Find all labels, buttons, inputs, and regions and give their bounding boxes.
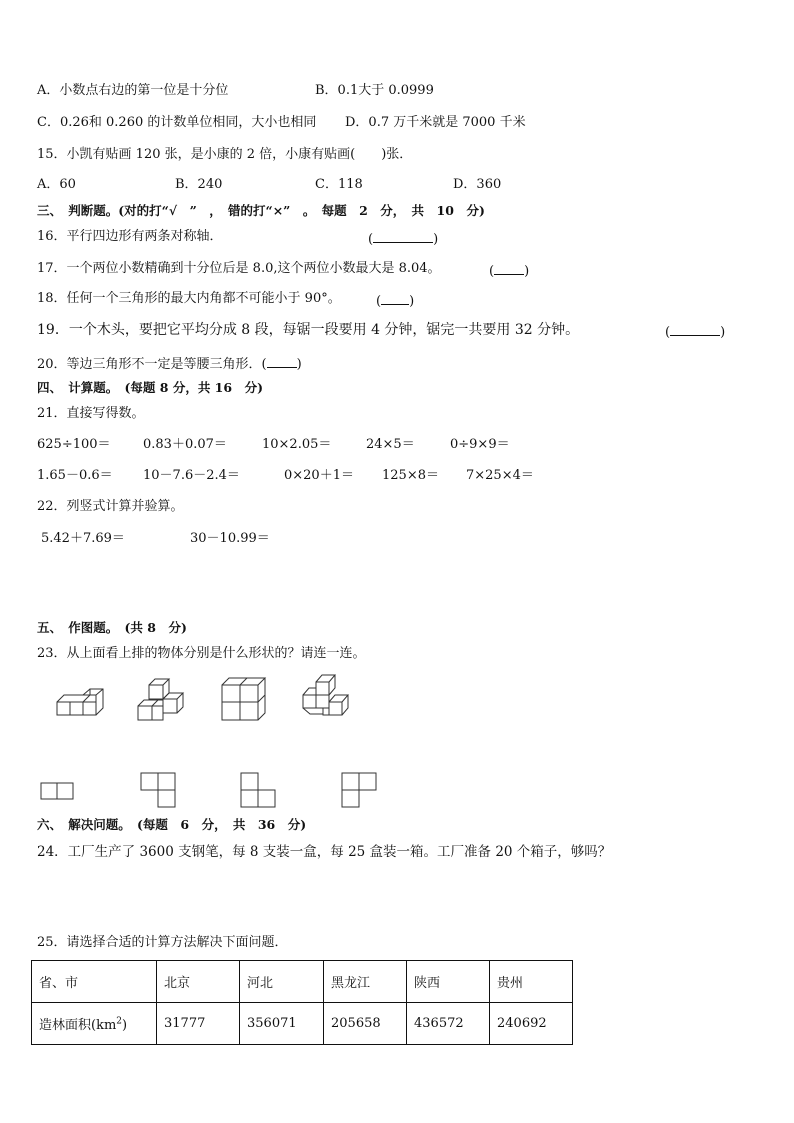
table-cell: 436572	[407, 1003, 490, 1045]
q19-stem: 19．一个木头，要把它平均分成 8 段，每锯一段要用 4 分钟，锯完一共要用 32 分钟。	[37, 322, 580, 338]
paren-open: (	[368, 232, 374, 247]
cube-object-2-figure[interactable]	[135, 676, 190, 726]
q23-stem: 23．从上面看上排的物体分别是什么形状的？请连一连。	[37, 646, 366, 661]
q17-answer-blank[interactable]	[489, 260, 529, 281]
q22-item: 30－10.99＝	[190, 531, 270, 546]
q25-stem: 25．请选择合适的计算方法解决下面问题．	[37, 935, 288, 950]
section-4-title: 四、 计算题。 (每题 8 分，共 16 分)	[37, 380, 263, 395]
q15-option-b: B．240	[175, 177, 223, 192]
blank-line	[373, 228, 433, 243]
q19-answer-blank[interactable]	[665, 321, 725, 342]
paren-open: (	[376, 294, 382, 309]
q15-option-c: C．118	[315, 177, 363, 192]
cube-object-1-figure[interactable]	[56, 688, 106, 724]
paren-open: (	[489, 264, 495, 279]
table-cell: 205658	[324, 1003, 407, 1045]
q14-option-d: D．0.7 万千米就是 7000 千米	[345, 115, 526, 130]
q16-stem: 16．平行四边形有两条对称轴．	[37, 229, 223, 244]
table-cell: 240692	[490, 1003, 573, 1045]
row-label-close: )	[122, 1018, 128, 1033]
paren-close: )	[524, 264, 530, 279]
top-view-shape-2[interactable]	[140, 772, 178, 810]
q21-item: 10－7.6－2.4＝	[143, 468, 240, 483]
q21-item: 125×8＝	[382, 468, 439, 483]
q21-item: 7×25×4＝	[466, 468, 534, 483]
top-view-shape-3[interactable]	[240, 772, 278, 810]
table-header-cell: 黑龙江	[324, 961, 407, 1003]
q15-option-d: D．360	[453, 177, 502, 192]
q14-option-a: A．小数点右边的第一位是十分位	[37, 83, 229, 98]
q24-stem: 24．工厂生产了 3600 支钢笔，每 8 支装一盒，每 25 盒装一箱。工厂准备 20 个箱子，够吗？	[37, 844, 612, 860]
q22-stem: 22．列竖式计算并验算。	[37, 499, 184, 514]
q14-option-b: B．0.1大于 0.0999	[315, 83, 434, 98]
paren-close: )	[433, 232, 439, 247]
table-header-cell: 省、市	[32, 961, 157, 1003]
q21-item: 625÷100＝	[37, 437, 111, 452]
q18-answer-blank[interactable]	[376, 290, 414, 311]
table-header-cell: 北京	[157, 961, 240, 1003]
section-6-title: 六、 解决问题。 (每题 6 分， 共 36 分)	[37, 817, 307, 832]
paren-close: )	[296, 357, 302, 372]
table-cell: 356071	[240, 1003, 324, 1045]
q15-option-a: A．60	[37, 177, 76, 192]
q20-answer-blank[interactable]	[267, 353, 297, 368]
q21-item: 24×5＝	[366, 437, 415, 452]
row-label-text: 造林面积(km	[39, 1018, 117, 1033]
paren-open: (	[665, 325, 671, 340]
q20-row	[37, 353, 302, 374]
paren-close: )	[409, 294, 415, 309]
table-header-cell: 陕西	[407, 961, 490, 1003]
cube-object-4-figure[interactable]	[300, 670, 356, 726]
q16-answer-blank[interactable]	[368, 228, 438, 249]
row-label-superscript: 2	[116, 1016, 123, 1027]
q21-item: 10×2.05＝	[262, 437, 332, 452]
section-3-title: 三、 判断题。(对的打“√ ” ， 错的打“×” 。 每题 2 分， 共 10 分)	[37, 203, 485, 218]
q22-item: 5.42＋7.69＝	[41, 531, 125, 546]
q21-item: 0.83＋0.07＝	[143, 437, 227, 452]
table-header-row	[32, 961, 573, 1003]
top-view-shape-1[interactable]	[40, 782, 76, 802]
paren-close: )	[720, 325, 726, 340]
q21-item: 0×20＋1＝	[284, 468, 354, 483]
section-5-title: 五、 作图题。 (共 8 分)	[37, 620, 187, 635]
q15-stem: 15．小凯有贴画 120 张，是小康的 2 倍，小康有贴画( )张．	[37, 147, 413, 162]
q14-option-c: C．0.26和 0.260 的计数单位相同，大小也相同	[37, 115, 317, 130]
q20-stem: 20．等边三角形不一定是等腰三角形．(	[37, 357, 267, 372]
top-view-shape-4[interactable]	[341, 772, 379, 810]
cube-object-3-figure[interactable]	[220, 676, 270, 722]
blank-line	[670, 321, 720, 336]
blank-line	[381, 290, 409, 305]
table-header-cell: 河北	[240, 961, 324, 1003]
table-header-cell: 贵州	[490, 961, 573, 1003]
afforestation-table	[31, 960, 573, 1045]
table-row-label	[32, 1003, 157, 1045]
table-row	[32, 1003, 573, 1045]
q17-stem: 17．一个两位小数精确到十分位后是 8.0,这个两位小数最大是 8.04。	[37, 261, 441, 276]
q21-item: 1.65－0.6＝	[37, 468, 113, 483]
q21-item: 0÷9×9＝	[450, 437, 510, 452]
q21-stem: 21．直接写得数。	[37, 406, 145, 421]
q18-stem: 18．任何一个三角形的最大内角都不可能小于 90°。	[37, 291, 341, 306]
table-cell: 31777	[157, 1003, 240, 1045]
blank-line	[494, 260, 524, 275]
